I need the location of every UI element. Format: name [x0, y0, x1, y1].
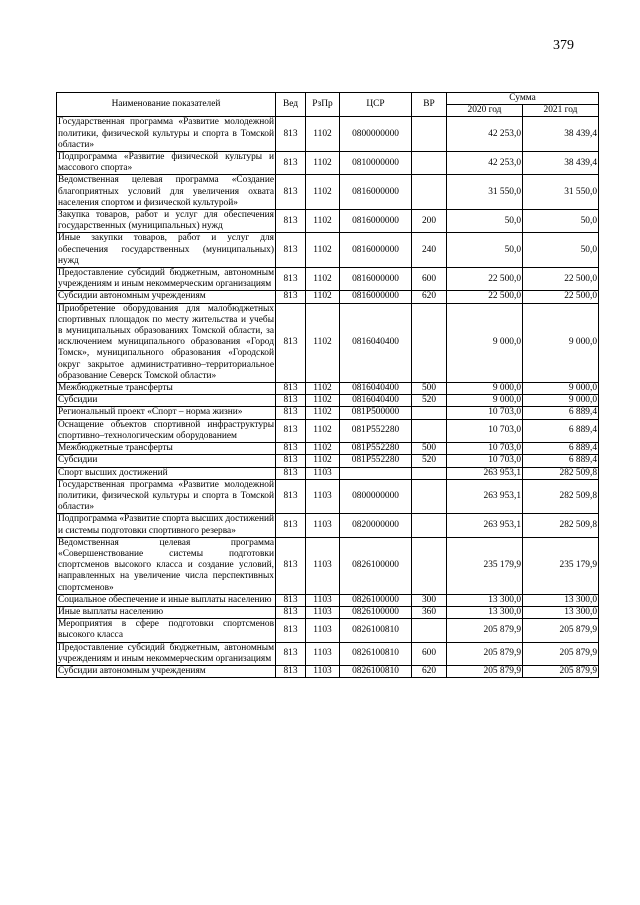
row-vr: 620 [412, 291, 447, 303]
row-ved: 813 [276, 117, 306, 152]
row-csr: 0816000000 [340, 175, 412, 210]
row-name: Мероприятия в сфере подготовки спортсменов высокого класса [58, 619, 274, 641]
budget-table [56, 92, 599, 678]
row-csr: 081P552280 [340, 419, 412, 442]
row-rzpr: 1102 [306, 291, 340, 303]
row-sum-2021: 38 439,4 [523, 152, 599, 175]
row-sum-2020: 10 703,0 [447, 455, 523, 467]
row-ved: 813 [276, 152, 306, 175]
row-ved: 813 [276, 419, 306, 442]
row-name: Субсидии [57, 395, 276, 407]
row-ved: 813 [276, 619, 306, 642]
row-csr: 0816040400 [340, 383, 412, 395]
row-vr [412, 117, 447, 152]
row-sum-2021: 22 500,0 [523, 291, 599, 303]
row-csr: 0816000000 [340, 233, 412, 268]
row-vr: 600 [412, 642, 447, 665]
table-row [57, 443, 599, 455]
row-vr: 520 [412, 395, 447, 407]
row-rzpr: 1102 [306, 443, 340, 455]
row-vr [412, 152, 447, 175]
table-row [57, 383, 599, 395]
row-name: Субсидии автономным учреждениям [57, 291, 276, 303]
row-ved: 813 [276, 665, 306, 677]
header-vr: ВР [412, 93, 447, 117]
row-sum-2021: 50,0 [523, 233, 599, 268]
row-csr: 0826100810 [340, 642, 412, 665]
table-row [57, 117, 599, 152]
table-row [57, 210, 599, 233]
row-ved: 813 [276, 594, 306, 606]
table-body [57, 117, 599, 678]
row-sum-2021: 38 439,4 [523, 117, 599, 152]
row-sum-2020: 10 703,0 [447, 407, 523, 419]
row-sum-2020: 263 953,1 [447, 514, 523, 537]
row-name: Государственная программа «Развитие молодежной политики, физической культуры и спорта в Томской области» [58, 479, 274, 513]
row-sum-2020: 9 000,0 [447, 383, 523, 395]
row-sum-2020: 9 000,0 [447, 303, 523, 382]
row-sum-2021: 13 300,0 [523, 594, 599, 606]
table-row [57, 268, 599, 291]
row-vr: 360 [412, 606, 447, 618]
row-rzpr: 1103 [306, 467, 340, 479]
row-vr: 500 [412, 443, 447, 455]
row-name: Субсидии [57, 455, 276, 467]
header-name: Наименование показателей [57, 93, 276, 117]
row-vr: 600 [412, 268, 447, 291]
row-rzpr: 1102 [306, 407, 340, 419]
table-row [57, 619, 599, 642]
row-rzpr: 1103 [306, 537, 340, 594]
row-sum-2020: 235 179,9 [447, 537, 523, 594]
table-row [57, 594, 599, 606]
row-csr [340, 467, 412, 479]
row-csr: 0816000000 [340, 210, 412, 233]
row-ved: 813 [276, 210, 306, 233]
row-name: Закупка товаров, работ и услуг для обеспечения государственных (муниципальных) нужд [58, 210, 274, 232]
row-csr: 081P552280 [340, 443, 412, 455]
row-name: Региональный проект «Спорт – норма жизни» [57, 407, 276, 419]
row-ved: 813 [276, 642, 306, 665]
table-row [57, 303, 599, 382]
row-ved: 813 [276, 175, 306, 210]
row-vr [412, 467, 447, 479]
table-row [57, 175, 599, 210]
row-vr: 520 [412, 455, 447, 467]
row-name: Субсидии автономным учреждениям [57, 665, 276, 677]
header-csr: ЦСР [340, 93, 412, 117]
row-sum-2021: 282 509,8 [523, 479, 599, 514]
row-rzpr: 1103 [306, 619, 340, 642]
row-ved: 813 [276, 606, 306, 618]
row-sum-2020: 42 253,0 [447, 152, 523, 175]
row-csr: 081P500000 [340, 407, 412, 419]
header-sum: Сумма [447, 93, 599, 105]
row-sum-2021: 9 000,0 [523, 303, 599, 382]
row-sum-2020: 205 879,9 [447, 665, 523, 677]
page-number: 379 [553, 38, 574, 53]
row-sum-2021: 282 509,8 [523, 514, 599, 537]
row-sum-2020: 42 253,0 [447, 117, 523, 152]
row-vr [412, 619, 447, 642]
row-vr: 300 [412, 594, 447, 606]
row-csr: 0826100000 [340, 594, 412, 606]
row-sum-2021: 6 889,4 [523, 443, 599, 455]
table-row [57, 152, 599, 175]
row-name: Подпрограмма «Развитие спорта высших достижений и системы подготовки спортивного резерва» [58, 514, 275, 536]
header-year-2020: 2020 год [447, 105, 523, 117]
row-vr [412, 303, 447, 382]
table-row [57, 291, 599, 303]
row-sum-2020: 10 703,0 [447, 443, 523, 455]
row-vr [412, 479, 447, 514]
row-rzpr: 1103 [306, 665, 340, 677]
table-row [57, 514, 599, 537]
row-sum-2021: 31 550,0 [523, 175, 599, 210]
table-row [57, 665, 599, 677]
row-name: Спорт высших достижений [57, 467, 276, 479]
row-csr: 0800000000 [340, 117, 412, 152]
table-row [57, 455, 599, 467]
row-vr [412, 419, 447, 442]
header-ved: Вед [276, 93, 306, 117]
row-sum-2020: 50,0 [447, 233, 523, 268]
row-rzpr: 1103 [306, 594, 340, 606]
row-sum-2021: 205 879,9 [523, 665, 599, 677]
row-sum-2021: 13 300,0 [523, 606, 599, 618]
row-rzpr: 1102 [306, 233, 340, 268]
row-ved: 813 [276, 233, 306, 268]
row-rzpr: 1102 [306, 303, 340, 382]
row-name: Предоставление субсидий бюджетным, автономным учреждениям и иным некоммерческим организациям [58, 268, 274, 290]
row-csr: 081P552280 [340, 455, 412, 467]
row-ved: 813 [276, 395, 306, 407]
table-row [57, 407, 599, 419]
row-csr: 0826100000 [340, 606, 412, 618]
row-ved: 813 [276, 467, 306, 479]
row-vr [412, 514, 447, 537]
row-ved: 813 [276, 383, 306, 395]
table-row [57, 233, 599, 268]
row-sum-2021: 22 500,0 [523, 268, 599, 291]
row-sum-2020: 13 300,0 [447, 594, 523, 606]
row-rzpr: 1102 [306, 152, 340, 175]
row-sum-2020: 263 953,1 [447, 467, 523, 479]
row-sum-2020: 13 300,0 [447, 606, 523, 618]
row-rzpr: 1102 [306, 395, 340, 407]
row-ved: 813 [276, 537, 306, 594]
row-sum-2020: 22 500,0 [447, 268, 523, 291]
row-vr: 500 [412, 383, 447, 395]
row-name: Подпрограмма «Развитие физической культуры и массового спорта» [58, 152, 274, 174]
row-name: Межбюджетные трансферты [57, 443, 276, 455]
row-rzpr: 1102 [306, 419, 340, 442]
row-rzpr: 1102 [306, 210, 340, 233]
row-csr: 0816000000 [340, 291, 412, 303]
row-csr: 0816000000 [340, 268, 412, 291]
row-name: Предоставление субсидий бюджетным, автономным учреждениям и иным некоммерческим организациям [58, 642, 274, 664]
row-name: Оснащение объектов спортивной инфраструктуры спортивно–технологическим оборудованием [58, 419, 274, 441]
row-ved: 813 [276, 303, 306, 382]
table-row [57, 537, 599, 594]
table-header [57, 93, 599, 117]
row-sum-2021: 9 000,0 [523, 395, 599, 407]
row-vr [412, 175, 447, 210]
row-sum-2020: 263 953,1 [447, 479, 523, 514]
row-sum-2021: 9 000,0 [523, 383, 599, 395]
row-name: Ведомственная целевая программа «Совершенствование системы подготовки спортсменов высокого класса и создание условий, направленных на увеличение числа перспективных спортсменов» [58, 537, 274, 593]
row-sum-2021: 205 879,9 [523, 642, 599, 665]
row-sum-2020: 205 879,9 [447, 642, 523, 665]
row-ved: 813 [276, 443, 306, 455]
row-name: Ведомственная целевая программа «Создание благоприятных условий для увеличения охвата населения спортом и физической культурой» [58, 175, 274, 208]
table-row [57, 395, 599, 407]
row-vr: 620 [412, 665, 447, 677]
row-sum-2020: 50,0 [447, 210, 523, 233]
row-csr: 0810000000 [340, 152, 412, 175]
row-name: Иные закупки товаров, работ и услуг для обеспечения государственных (муниципальных) нужд [58, 233, 274, 266]
row-rzpr: 1102 [306, 175, 340, 210]
table-row [57, 467, 599, 479]
row-ved: 813 [276, 455, 306, 467]
row-vr: 200 [412, 210, 447, 233]
table-row [57, 479, 599, 514]
row-csr: 0826100810 [340, 619, 412, 642]
row-vr [412, 407, 447, 419]
row-csr: 0816040400 [340, 303, 412, 382]
table-row [57, 419, 599, 442]
row-csr: 0820000000 [340, 514, 412, 537]
row-rzpr: 1102 [306, 383, 340, 395]
row-rzpr: 1102 [306, 268, 340, 291]
row-sum-2020: 22 500,0 [447, 291, 523, 303]
row-ved: 813 [276, 514, 306, 537]
row-csr: 0816040400 [340, 395, 412, 407]
row-csr: 0826100810 [340, 665, 412, 677]
row-vr: 240 [412, 233, 447, 268]
row-sum-2021: 50,0 [523, 210, 599, 233]
row-sum-2020: 9 000,0 [447, 395, 523, 407]
table-row [57, 642, 599, 665]
row-rzpr: 1102 [306, 117, 340, 152]
row-csr: 0800000000 [340, 479, 412, 514]
row-sum-2021: 282 509,8 [523, 467, 599, 479]
row-name: Межбюджетные трансферты [57, 383, 276, 395]
row-sum-2021: 6 889,4 [523, 419, 599, 442]
row-name: Государственная программа «Развитие молодежной политики, физической культуры и спорта в Томской области» [58, 117, 274, 150]
row-name: Иные выплаты населению [57, 606, 276, 618]
row-sum-2020: 31 550,0 [447, 175, 523, 210]
row-name: Социальное обеспечение и иные выплаты населению [57, 594, 276, 606]
row-sum-2021: 6 889,4 [523, 455, 599, 467]
row-vr [412, 537, 447, 594]
row-sum-2020: 205 879,9 [447, 619, 523, 642]
table-row [57, 606, 599, 618]
row-sum-2020: 10 703,0 [447, 419, 523, 442]
row-rzpr: 1103 [306, 606, 340, 618]
row-name: Приобретение оборудования для малобюджетных спортивных площадок по месту жительства и учебы в муниципальных образованиях Томской области, за исключением муниципального образования «Город Томск», муниципального образования «Городской округ закрытое административно–территориальное образование Северск Томской области» [58, 303, 274, 381]
row-ved: 813 [276, 291, 306, 303]
header-year-2021: 2021 год [523, 105, 599, 117]
row-sum-2021: 235 179,9 [523, 537, 599, 594]
row-rzpr: 1103 [306, 479, 340, 514]
row-rzpr: 1103 [306, 514, 340, 537]
row-rzpr: 1103 [306, 642, 340, 665]
row-rzpr: 1102 [306, 455, 340, 467]
row-ved: 813 [276, 268, 306, 291]
row-ved: 813 [276, 479, 306, 514]
header-rzpr: РзПр [306, 93, 340, 117]
row-sum-2021: 205 879,9 [523, 619, 599, 642]
row-sum-2021: 6 889,4 [523, 407, 599, 419]
row-ved: 813 [276, 407, 306, 419]
row-csr: 0826100000 [340, 537, 412, 594]
